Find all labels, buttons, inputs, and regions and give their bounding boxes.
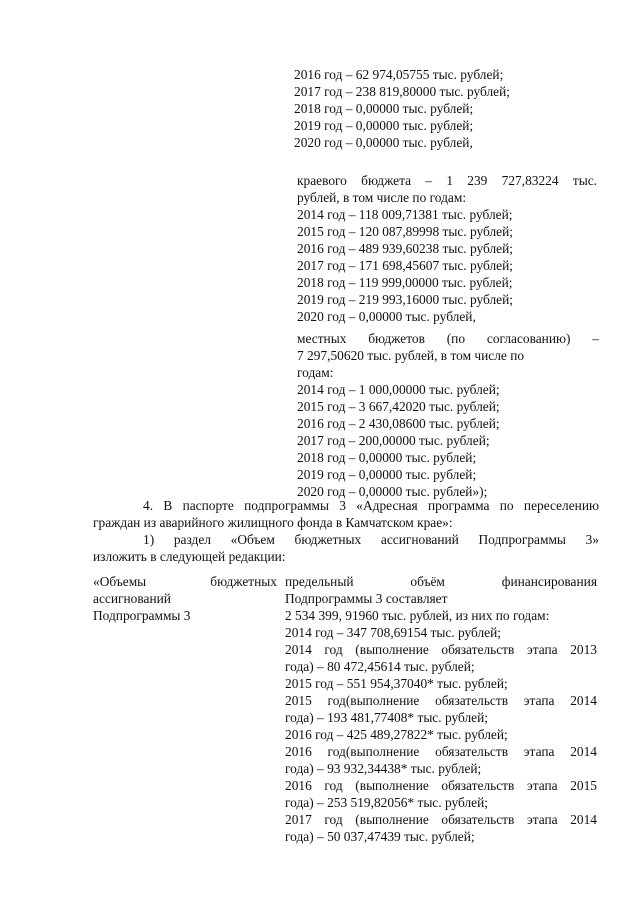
table-cell-line: предельный объём финансирования <box>285 574 597 589</box>
table-right-column <box>285 573 597 845</box>
local-budget-heading-cont: 7 297,50620 тыс. рублей, в том числе по <box>297 348 525 363</box>
year-line: 2015 год – 3 667,42020 тыс. рублей; <box>297 399 500 414</box>
year-line: 2015 год – 120 087,89998 тыс. рублей; <box>297 224 514 239</box>
local-budget-heading: местных бюджетов (по согласованию) – <box>297 331 599 346</box>
year-line: 2020 год – 0,00000 тыс. рублей, <box>294 135 473 150</box>
table-cell-line: 2016 год – 425 489,27822* тыс. рублей; <box>285 727 508 742</box>
year-line: 2016 год – 489 939,60238 тыс. рублей; <box>297 241 514 256</box>
year-line: 2017 год – 238 819,80000 тыс. рублей; <box>294 84 511 99</box>
item-4-line: граждан из аварийного жилищного фонда в Камчатском крае»: <box>93 515 453 530</box>
year-line: 2018 год – 119 999,00000 тыс. рублей; <box>297 275 513 290</box>
year-line: 2016 год – 2 430,08600 тыс. рублей; <box>297 416 500 431</box>
item-4-line: 4. В паспорте подпрограммы 3 «Адресная программа по переселению <box>143 498 599 513</box>
table-cell-line: года) – 93 932,34438* тыс. рублей; <box>285 761 482 776</box>
table-cell-line: 2016 год (выполнение обязательств этапа 2015 <box>285 778 597 793</box>
item-4-subitem: 1) раздел «Объем бюджетных ассигнований Подпрограммы 3» <box>143 532 599 547</box>
year-line: 2018 год – 0,00000 тыс. рублей; <box>297 450 477 465</box>
table-cell-line: 2015 год – 551 954,37040* тыс. рублей; <box>285 676 508 691</box>
table-cell-line: 2014 год (выполнение обязательств этапа 2013 <box>285 642 597 657</box>
table-cell-line: года) – 50 037,47439 тыс. рублей; <box>285 829 475 844</box>
year-line: 2019 год – 219 993,16000 тыс. рублей; <box>297 292 514 307</box>
table-row-label: ассигнований <box>93 591 171 606</box>
year-line: 2020 год – 0,00000 тыс. рублей, <box>297 309 476 324</box>
regional-budget-section <box>297 172 597 325</box>
table-cell-line: 2016 год(выполнение обязательств этапа 2014 <box>285 744 597 759</box>
year-line: 2020 год – 0,00000 тыс. рублей»); <box>297 484 488 499</box>
item-4-paragraph <box>93 497 599 565</box>
item-4-subitem-cont: изложить в следующей редакции: <box>93 549 286 564</box>
regional-budget-heading: краевого бюджета – 1 239 727,83224 тыс. <box>297 173 597 188</box>
funding-years-top <box>294 66 594 151</box>
table-cell-line: Подпрограммы 3 составляет <box>285 591 448 606</box>
table-cell-line: 2014 год – 347 708,69154 тыс. рублей; <box>285 625 502 640</box>
table-cell-line: года) – 80 472,45614 тыс. рублей; <box>285 659 475 674</box>
table-cell-line: года) – 193 481,77408* тыс. рублей; <box>285 710 488 725</box>
local-budget-section <box>297 330 599 500</box>
year-line: 2014 год – 1 000,00000 тыс. рублей; <box>297 382 500 397</box>
year-line: 2017 год – 171 698,45607 тыс. рублей; <box>297 258 514 273</box>
year-line: 2019 год – 0,00000 тыс. рублей; <box>297 467 477 482</box>
table-row-label: «Объемы бюджетных <box>93 574 277 589</box>
year-line: 2016 год – 62 974,05755 тыс. рублей; <box>294 67 504 82</box>
table-cell-line: 2015 год(выполнение обязательств этапа 2014 <box>285 693 597 708</box>
table-cell-line: 2017 год (выполнение обязательств этапа 2014 <box>285 812 597 827</box>
table-cell-line: 2 534 399, 91960 тыс. рублей, из них по годам: <box>285 608 550 623</box>
year-line: 2014 год – 118 009,71381 тыс. рублей; <box>297 207 513 222</box>
regional-budget-heading-cont: рублей, в том числе по годам: <box>297 190 467 205</box>
table-row-label: Подпрограммы 3 <box>93 608 191 623</box>
table-left-column <box>93 573 277 624</box>
year-line: 2018 год – 0,00000 тыс. рублей; <box>294 101 474 116</box>
local-budget-heading-cont: годам: <box>297 365 334 380</box>
table-cell-line: года) – 253 519,82056* тыс. рублей; <box>285 795 488 810</box>
year-line: 2017 год – 200,00000 тыс. рублей; <box>297 433 490 448</box>
year-line: 2019 год – 0,00000 тыс. рублей; <box>294 118 474 133</box>
